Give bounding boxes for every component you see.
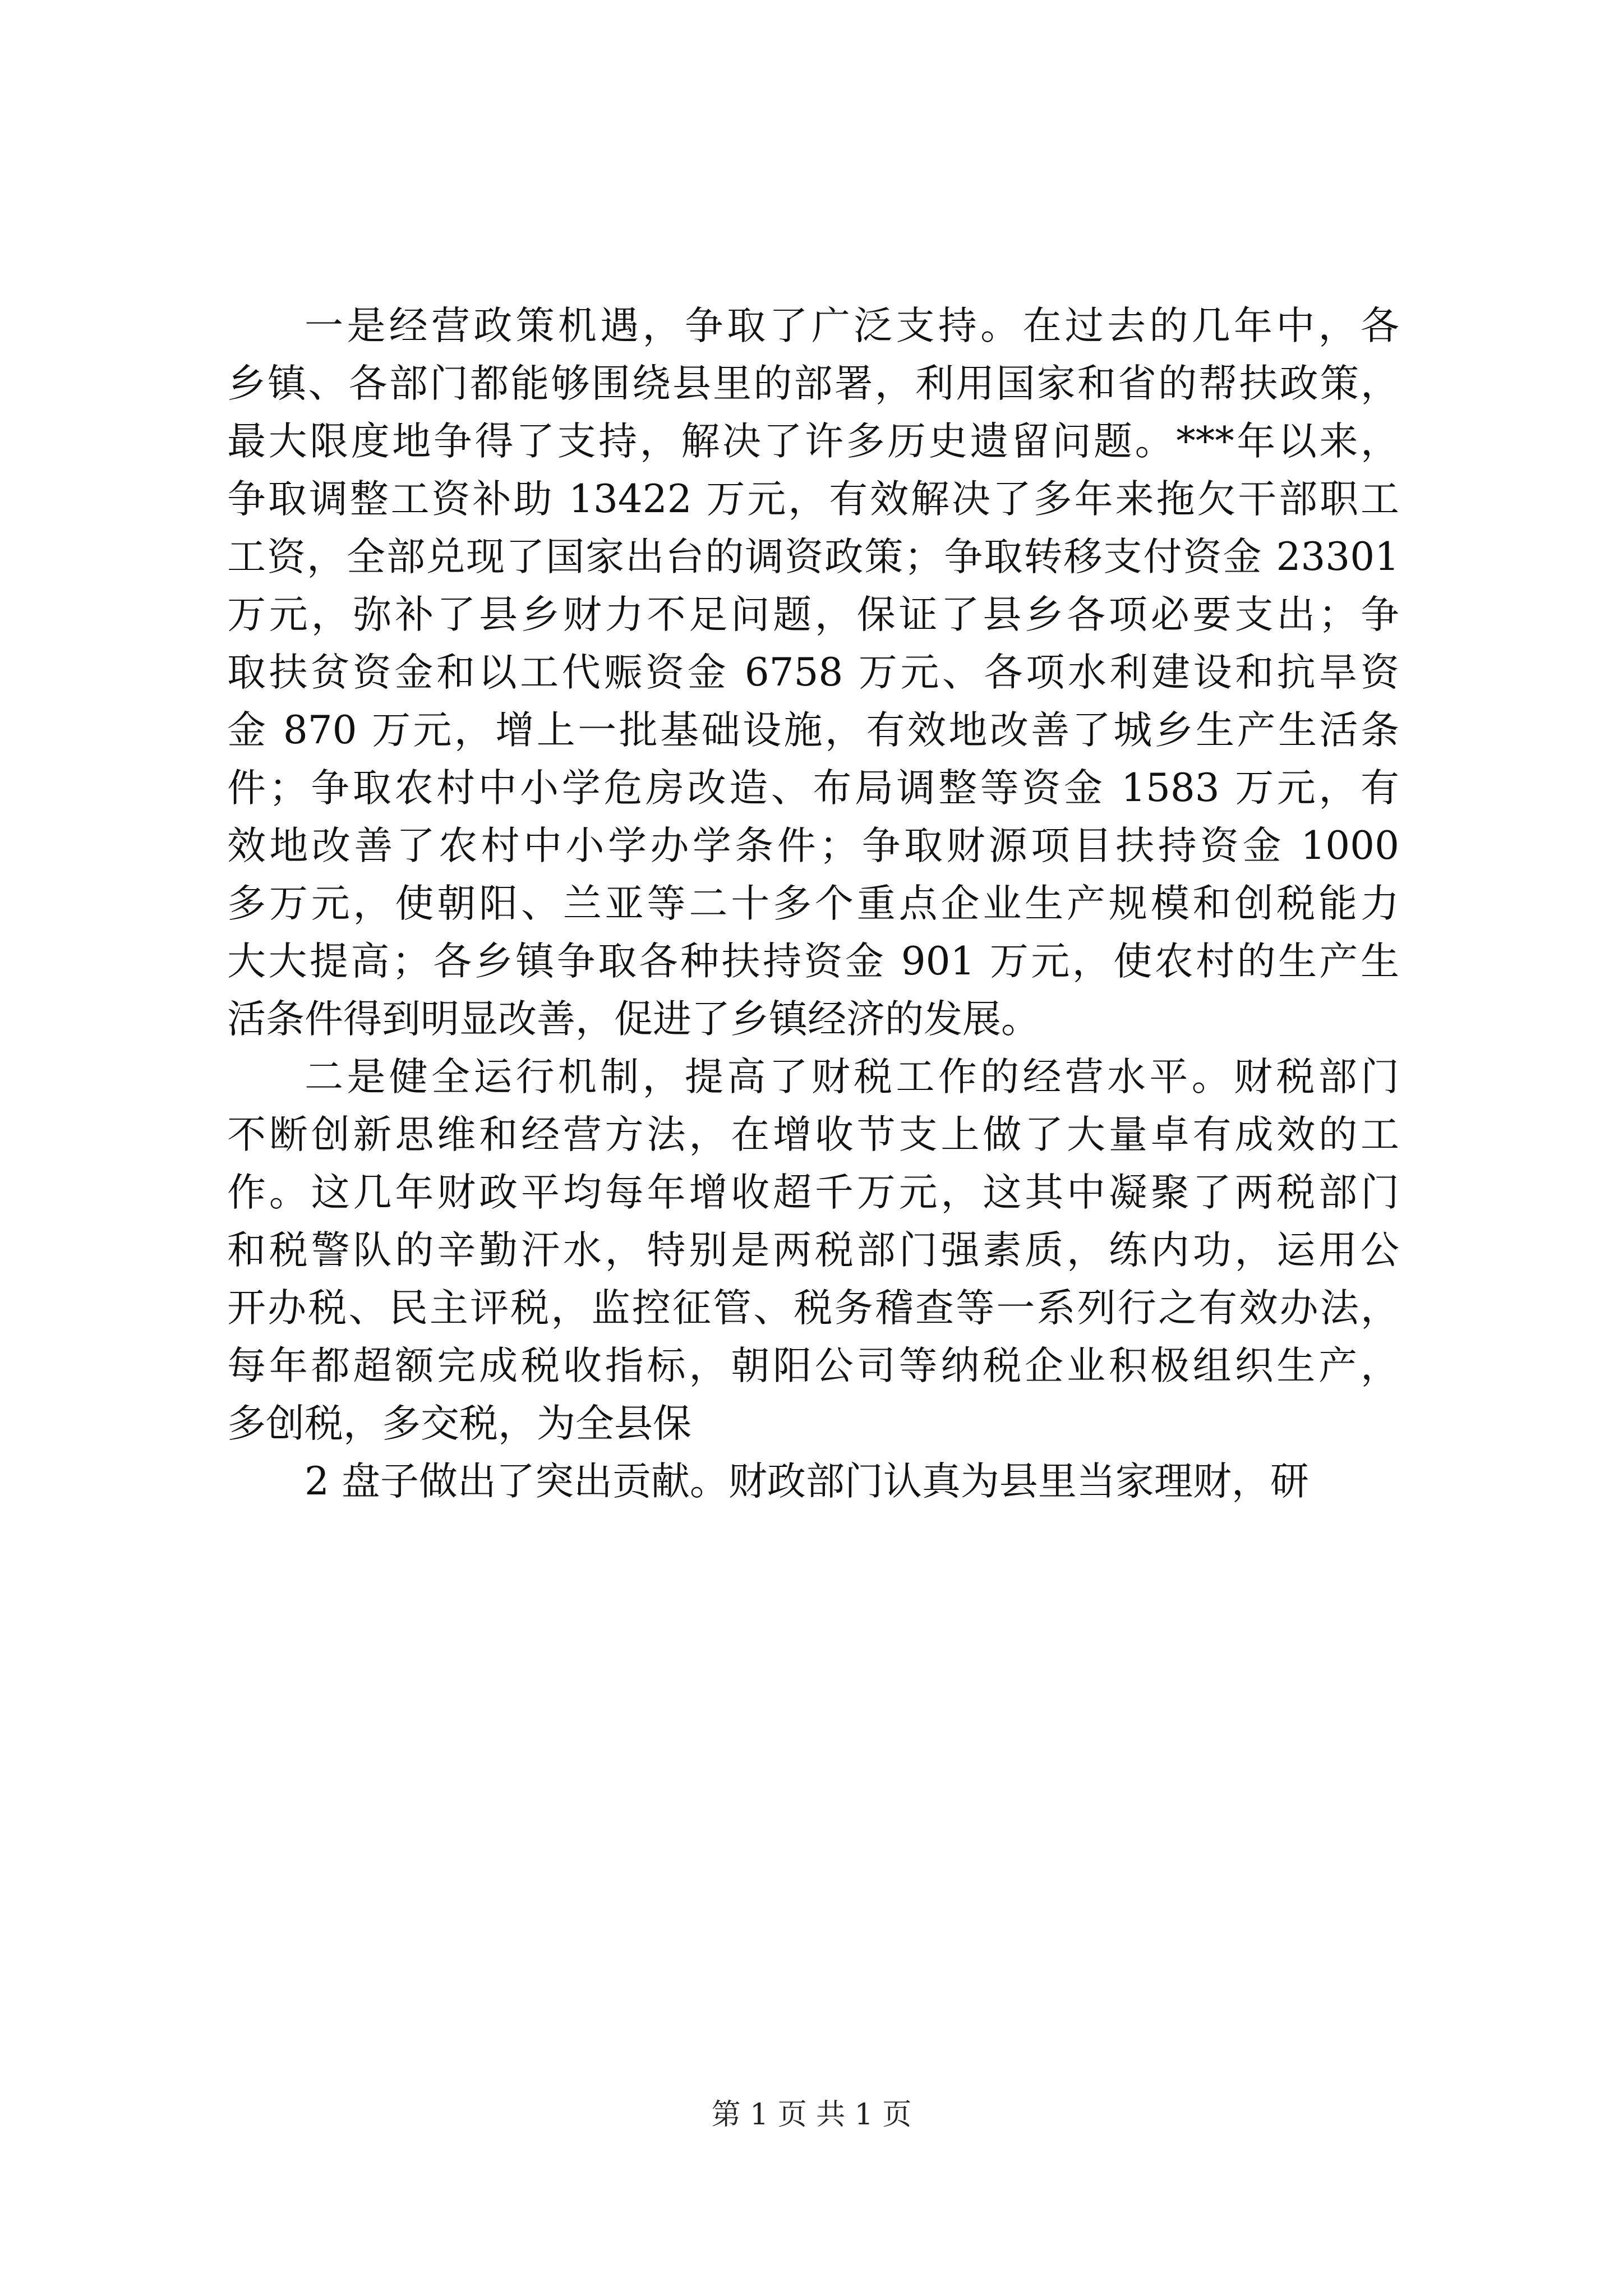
paragraph-line: 万元，弥补了县乡财力不足问题，保证了县乡各项必要支出；争 [227,592,1399,637]
paragraph-line: 工资，全部兑现了国家出台的调资政策；争取转移支付资金 23301 [227,535,1399,579]
paragraph-line: 作。这几年财政平均每年增收超千万元，这其中凝聚了两税部门 [227,1170,1399,1215]
document-body [227,297,1399,1511]
paragraph-3 [227,1453,1399,1511]
paragraph-line: 活条件得到明显改善，促进了乡镇经济的发展。 [227,997,1040,1042]
paragraph-line: 2 盘子做出了突出贡献。财政部门认真为县里当家理财，研 [305,1459,1309,1504]
paragraph-line: 乡镇、各部门都能够围绕县里的部署，利用国家和省的帮扶政策， [227,361,1399,406]
paragraph-line: 金 870 万元，增上一批基础设施，有效地改善了城乡生产生活条 [227,708,1399,753]
paragraph-line: 每年都超额完成税收指标，朝阳公司等纳税企业积极组织生产， [227,1343,1399,1388]
paragraph-line: 件；争取农村中小学危房改造、布局调整等资金 1583 万元，有 [227,766,1399,811]
paragraph-line: 取扶贫资金和以工代赈资金 6758 万元、各项水利建设和抗旱资 [227,650,1399,695]
page-footer [0,2091,1623,2133]
paragraph-line: 大大提高；各乡镇争取各种扶持资金 901 万元，使农村的生产生 [227,939,1399,984]
paragraph-line: 多创税，多交税，为全县保 [227,1401,691,1446]
page-number-label: 第 1 页 共 1 页 [711,2098,912,2132]
paragraph-line: 最大限度地争得了支持，解决了许多历史遗留问题。***年以来， [227,419,1399,464]
paragraph-line: 效地改善了农村中小学办学条件；争取财源项目扶持资金 1000 [227,823,1399,868]
paragraph-line: 和税警队的辛勤汗水，特别是两税部门强素质，练内功，运用公 [227,1228,1399,1273]
paragraph-line: 一是经营政策机遇，争取了广泛支持。在过去的几年中，各 [305,303,1399,348]
paragraph-1 [227,297,1399,1048]
paragraph-line: 开办税、民主评税，监控征管、税务稽查等一系列行之有效办法， [227,1286,1399,1331]
paragraph-line: 争取调整工资补助 13422 万元，有效解决了多年来拖欠干部职工 [227,477,1399,522]
paragraph-line: 多万元，使朝阳、兰亚等二十多个重点企业生产规模和创税能力 [227,881,1399,926]
paragraph-2 [227,1048,1399,1453]
paragraph-line: 二是健全运行机制，提高了财税工作的经营水平。财税部门 [305,1055,1399,1099]
paragraph-line: 不断创新思维和经营方法，在增收节支上做了大量卓有成效的工 [227,1112,1399,1157]
